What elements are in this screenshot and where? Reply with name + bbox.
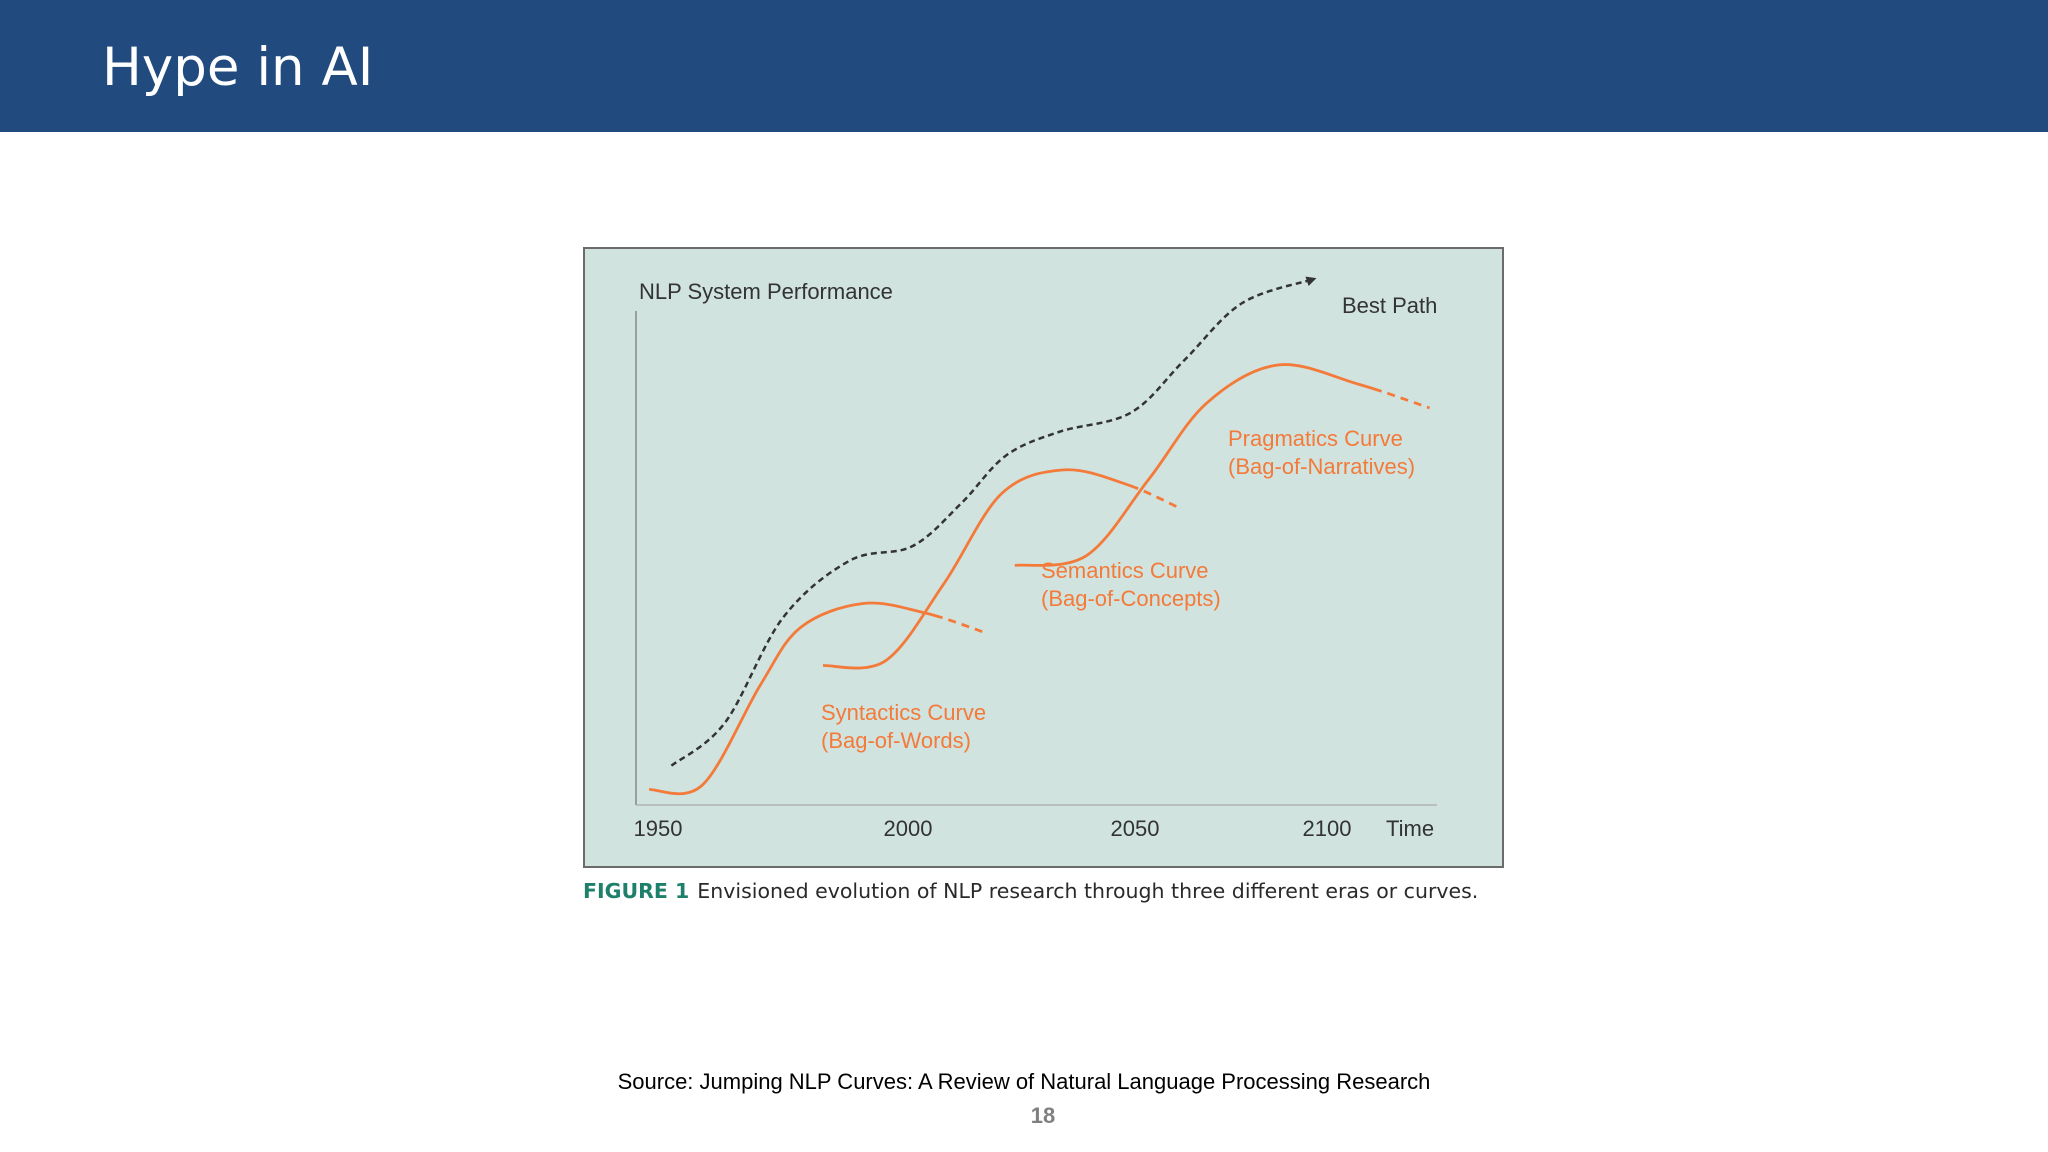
x-tick-label: 2000 xyxy=(883,816,933,841)
x-axis-label: Time xyxy=(1386,816,1435,841)
pragmatics-curve-label: Pragmatics Curve xyxy=(1228,426,1403,451)
figure-caption-text: Envisioned evolution of NLP research through three different eras or curves. xyxy=(697,879,1479,903)
page-number: 18 xyxy=(1030,1103,1056,1128)
semantics-curve-label: Semantics Curve xyxy=(1041,558,1209,583)
syntactics-curve-label: Syntactics Curve xyxy=(821,700,987,725)
title-bar xyxy=(0,0,2048,132)
syntactics-curve-line xyxy=(649,603,987,794)
figure-caption-tag: FIGURE 1 xyxy=(583,879,690,903)
x-tick-label: 2050 xyxy=(1110,816,1160,841)
x-tick-label: 2100 xyxy=(1302,816,1352,841)
semantics-curve-sublabel: (Bag-of-Concepts) xyxy=(1041,586,1221,611)
y-axis-label: NLP System Performance xyxy=(639,279,893,304)
pragmatics-curve-sublabel: (Bag-of-Narratives) xyxy=(1228,454,1416,479)
nlp-curves-chart xyxy=(585,249,1502,866)
x-tick-label: 1950 xyxy=(633,816,683,841)
figure-caption xyxy=(583,879,1523,903)
slide-title: Hype in AI xyxy=(102,37,374,98)
source-citation: Source: Jumping NLP Curves: A Review of Natural Language Processing Research xyxy=(617,1069,1431,1094)
syntactics-curve-sublabel: (Bag-of-Words) xyxy=(821,728,971,753)
chart-frame xyxy=(583,247,1504,868)
best-path-line xyxy=(671,279,1313,766)
best-path-label: Best Path xyxy=(1342,293,1438,318)
